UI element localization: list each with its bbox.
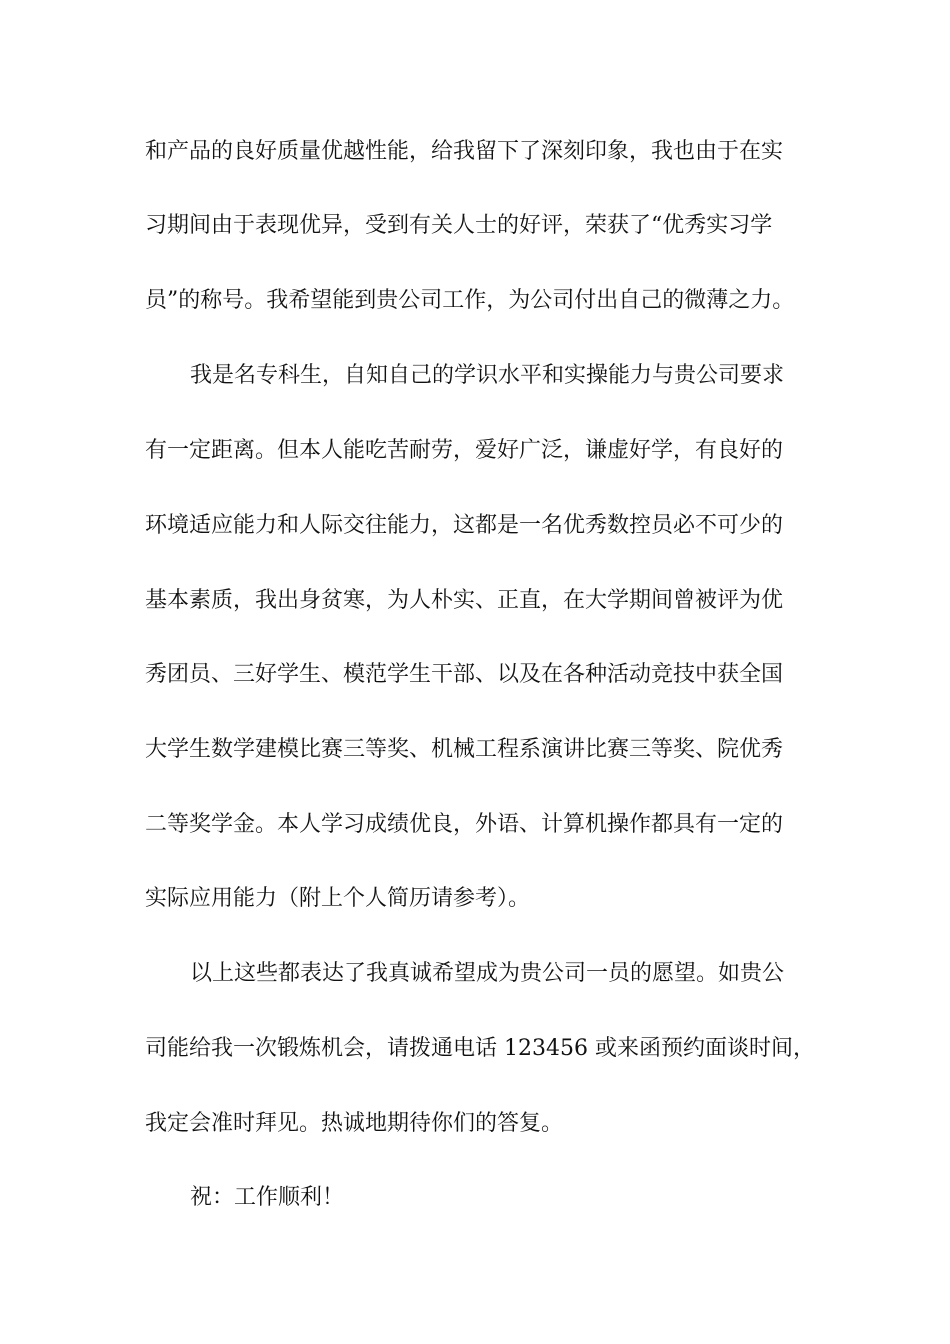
text-line: 习期间由于表现优异，受到有关人士的好评，荣获了“优秀实习学 xyxy=(145,213,773,238)
paragraph-start-line: 以上这些都表达了我真诚希望成为贵公司一员的愿望。如贵公 xyxy=(190,961,785,986)
text-line: 实际应用能力（附上个人简历请参考）。 xyxy=(145,886,531,911)
closing-greeting: 祝：工作顺利！ xyxy=(190,1185,345,1210)
text-line: 司能给我一次锻炼机会，请拨通电话 123456 或来函预约面谈时间， xyxy=(145,1036,815,1061)
text-line: 和产品的良好质量优越性能，给我留下了深刻印象，我也由于在实 xyxy=(145,139,784,164)
text-line: 基本素质，我出身贫寒，为人朴实、正直，在大学期间曾被评为优 xyxy=(145,588,784,613)
text-line: 秀团员、三好学生、模范学生干部、以及在各种活动竞技中获全国 xyxy=(145,662,784,687)
paragraph-start-line: 我是名专科生，自知自己的学识水平和实操能力与贵公司要求 xyxy=(190,363,785,388)
text-line: 二等奖学金。本人学习成绩优良，外语、计算机操作都具有一定的 xyxy=(145,812,784,837)
text-line: 环境适应能力和人际交往能力，这都是一名优秀数控员必不可少的 xyxy=(145,513,784,538)
text-line: 我定会准时拜见。热诚地期待你们的答复。 xyxy=(145,1111,564,1136)
text-line: 员”的称号。我希望能到贵公司工作，为公司付出自己的微薄之力。 xyxy=(145,288,795,313)
text-line: 有一定距离。但本人能吃苦耐劳，爱好广泛，谦虚好学，有良好的 xyxy=(145,438,784,463)
text-line: 大学生数学建模比赛三等奖、机械工程系演讲比赛三等奖、院优秀 xyxy=(145,737,784,762)
